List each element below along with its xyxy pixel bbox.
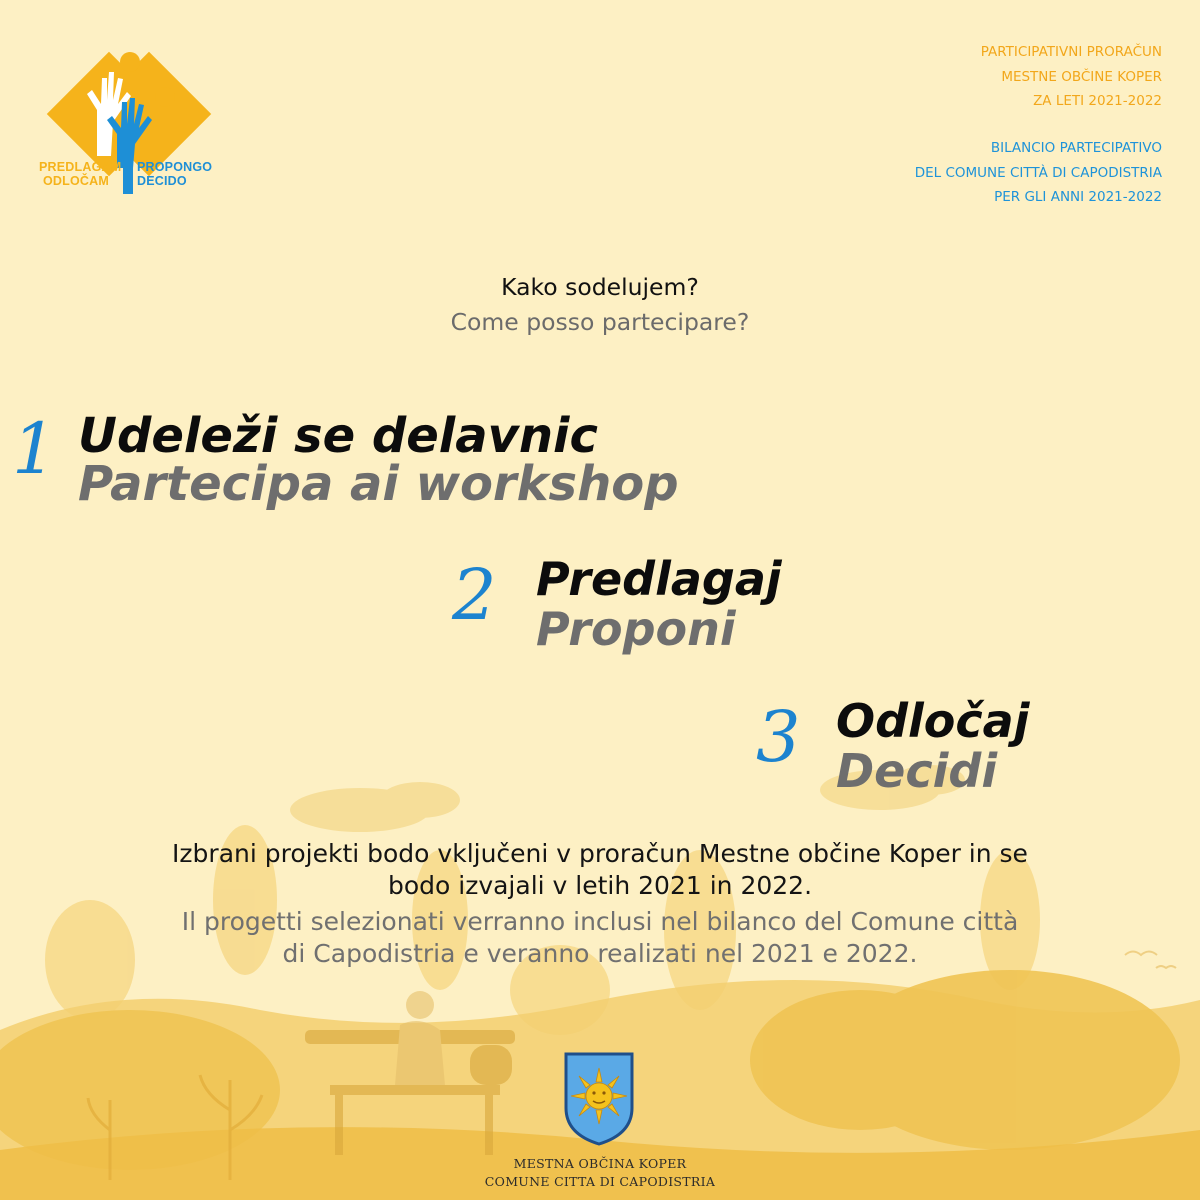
logo-text-predlagam: PREDLAGAM (39, 160, 122, 174)
footer-italian: COMUNE CITTA DI CAPODISTRIA (484, 1174, 716, 1189)
header-slovenian (981, 40, 1162, 114)
step-title-italian: Decidi (836, 744, 998, 798)
paragraph-line: bodo izvajali v letih 2021 in 2022. (387, 871, 813, 900)
header-line: PARTICIPATIVNI PRORAČUN (980, 44, 1162, 60)
paragraph-italian (20, 906, 1180, 970)
paragraph-slovenian (20, 838, 1180, 902)
predlagam-logo (35, 42, 235, 202)
paragraph-line: Il progetti selezionati verranno inclusi nel bilanco del Comune città (181, 907, 1019, 936)
paragraph-line: Izbrani projekti bodo vključeni v proračun Mestne občine Koper in se (172, 839, 1028, 868)
header-italian (915, 136, 1162, 210)
paragraph-line: di Capodistria e veranno realizati nel 2021 e 2022. (282, 939, 918, 968)
header-line: MESTNE OBČINE KOPER (1001, 68, 1162, 85)
logo-text-odlocam: ODLOČAM (43, 174, 109, 188)
header-line: DEL COMUNE CITTÀ DI CAPODISTRIA (914, 164, 1162, 181)
header-line: ZA LETI 2021-2022 (1033, 93, 1162, 109)
step-title-slovenian: Predlagaj (536, 552, 782, 606)
header-line: BILANCIO PARTECIPATIVO (990, 140, 1162, 156)
step-title-italian: Proponi (536, 602, 736, 656)
footer-slovenian: MESTNA OBČINA KOPER (513, 1156, 687, 1171)
step-number: 2 (452, 554, 497, 636)
step-number: 3 (756, 696, 801, 778)
logo-text-propongo: PROPONGO (137, 160, 213, 174)
question-italian: Come posso partecipare? (450, 308, 750, 336)
step-title-italian: Partecipa ai workshop (78, 456, 679, 512)
step-title-slovenian: Odločaj (836, 694, 1030, 748)
logo-text-decido: DECIDO (137, 174, 187, 188)
step-title-slovenian: Udeleži se delavnic (78, 408, 598, 464)
step-number: 1 (12, 408, 57, 490)
koper-coat-of-arms-icon (562, 1050, 636, 1146)
question-slovenian: Kako sodelujem? (501, 273, 699, 301)
header-line: PER GLI ANNI 2021-2022 (994, 189, 1162, 205)
